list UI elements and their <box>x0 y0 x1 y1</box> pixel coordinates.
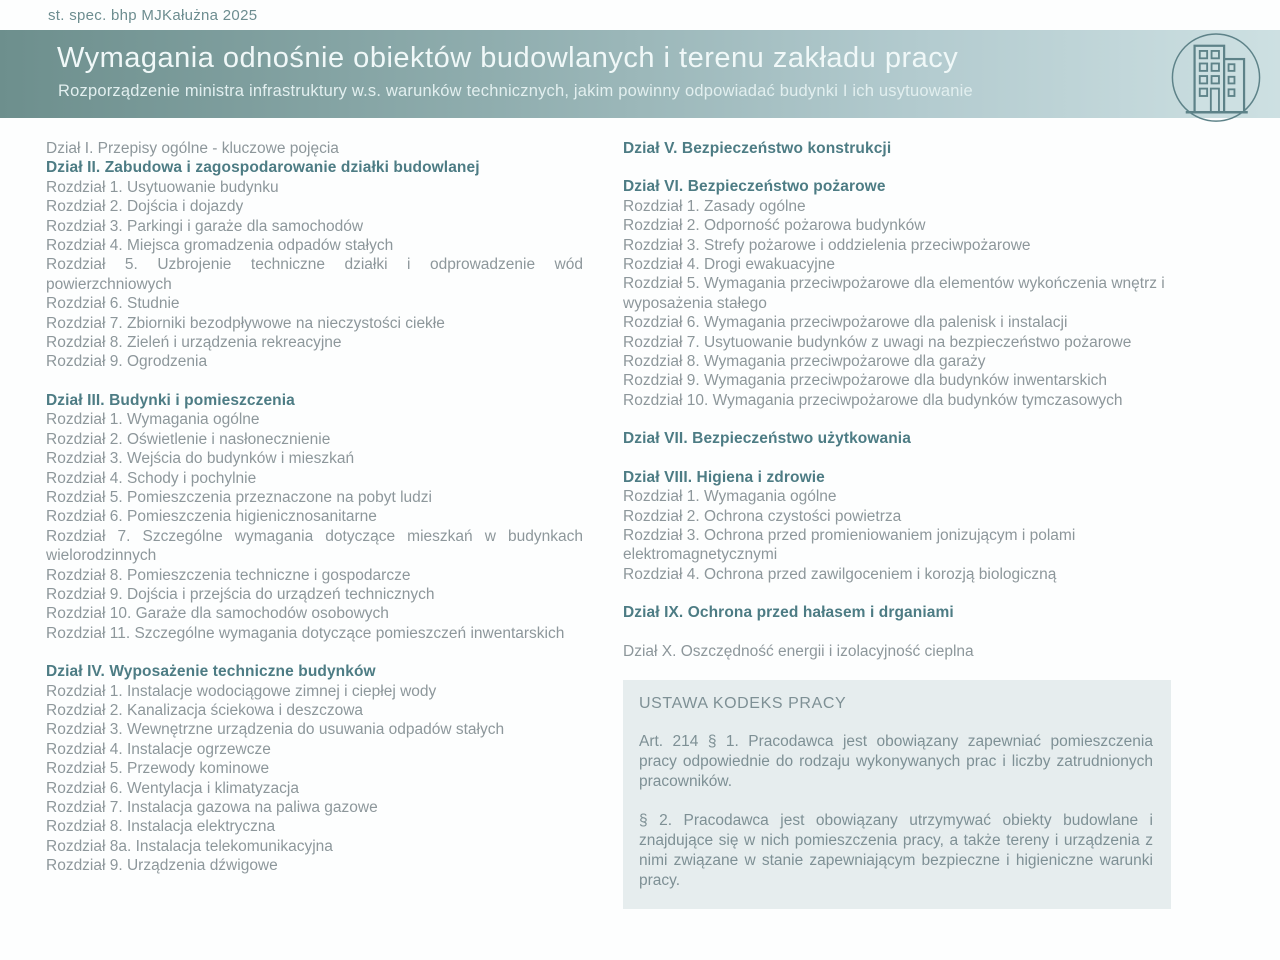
toc-line: Rozdział 4. Schody i pochylnie <box>46 469 257 487</box>
toc-section <box>623 642 1171 661</box>
toc-line: Rozdział 3. Ochrona przed promieniowaniem jonizującym i polami elektromagnetycznymi <box>623 526 1076 564</box>
toc-section <box>623 603 1171 622</box>
toc-line: Rozdział 7. Szczególne wymagania dotyczące mieszkań w budynkach wielorodzinnych <box>46 527 583 565</box>
toc-line: Rozdział 4. Ochrona przed zawilgoceniem i korozją biologiczną <box>623 565 1057 583</box>
toc-section <box>623 177 1171 410</box>
toc-section <box>623 139 1171 158</box>
toc-line: Rozdział 7. Instalacja gazowa na paliwa gazowe <box>46 799 378 816</box>
toc-section <box>623 429 1171 448</box>
section-heading: Dział II. Zabudowa i zagospodarowanie działki budowlanej <box>46 159 480 177</box>
toc-line: Rozdział 5. Wymagania przeciwpożarowe dla elementów wykończenia wnętrz i wyposażenia stałego <box>623 275 1165 312</box>
section-heading: Dział VIII. Higiena i zdrowie <box>623 468 825 486</box>
toc-line: Rozdział 9. Wymagania przeciwpożarowe dla budynków inwentarskich <box>623 372 1108 390</box>
section-heading: Dział VII. Bezpieczeństwo użytkowania <box>623 430 911 448</box>
toc-line: Rozdział 4. Miejsca gromadzenia odpadów stałych <box>46 237 394 255</box>
header-banner <box>0 30 1280 118</box>
toc-line: Dział I. Przepisy ogólne - kluczowe pojęcia <box>46 140 339 157</box>
toc-line: Rozdział 1. Zasady ogólne <box>623 197 806 215</box>
page-subtitle: Rozporządzenie ministra infrastruktury w.s. warunków technicznych, jakim powinny odpowiadać budynki I ich usytuowanie <box>58 82 973 100</box>
toc-line: Rozdział 7. Zbiorniki bezodpływowe na nieczystości ciekłe <box>46 314 445 332</box>
section-heading: Dział III. Budynki i pomieszczenia <box>46 391 295 409</box>
toc-line: Rozdział 2. Dojścia i dojazdy <box>46 198 244 216</box>
toc-line: Rozdział 2. Oświetlenie i nasłonecznienie <box>46 430 331 448</box>
section-heading: Dział IV. Wyposażenie techniczne budynków <box>46 663 376 681</box>
toc-section <box>46 391 583 643</box>
toc-left-column <box>46 139 583 895</box>
toc-line: Rozdział 6. Pomieszczenia higienicznosanitarne <box>46 508 377 526</box>
toc-line: Rozdział 3. Parkingi i garaże dla samochodów <box>46 217 364 235</box>
toc-line: Rozdział 1. Usytuowanie budynku <box>46 178 279 196</box>
buildings-icon <box>1168 31 1264 127</box>
toc-section <box>623 468 1171 584</box>
toc-line: Rozdział 9. Dojścia i przejścia do urządzeń technicznych <box>46 585 435 603</box>
toc-line: Rozdział 9. Urządzenia dźwigowe <box>46 857 278 875</box>
section-heading: Dział V. Bezpieczeństwo konstrukcji <box>623 140 892 157</box>
section-heading: Dział VI. Bezpieczeństwo pożarowe <box>623 178 886 196</box>
toc-section <box>46 139 583 372</box>
toc-line: Rozdział 8. Pomieszczenia techniczne i gospodarcze <box>46 566 411 584</box>
toc-line: Rozdział 2. Ochrona czystości powietrza <box>623 507 902 525</box>
toc-right-column <box>623 139 1171 909</box>
toc-line: Rozdział 1. Instalacje wodociągowe zimnej i ciepłej wody <box>46 682 437 700</box>
toc-line: Rozdział 9. Ogrodzenia <box>46 353 208 371</box>
toc-line: Rozdział 5. Przewody kominowe <box>46 760 270 778</box>
note-box-paragraph: Art. 214 § 1. Pracodawca jest obowiązany zapewniać pomieszczenia pracy odpowiednie do rodzaju wykonywanych prac i liczby zatrudnionych pracowników. <box>639 733 1153 791</box>
toc-line: Rozdział 4. Instalacje ogrzewcze <box>46 740 271 758</box>
toc-line: Rozdział 1. Wymagania ogólne <box>623 488 837 506</box>
toc-line: Rozdział 10. Garaże dla samochodów osobowych <box>46 605 389 623</box>
page-title: Wymagania odnośnie obiektów budowlanych i terenu zakładu pracy <box>57 42 959 74</box>
toc-line: Rozdział 3. Wewnętrzne urządzenia do usuwania odpadów stałych <box>46 721 505 739</box>
toc-line: Rozdział 2. Odporność pożarowa budynków <box>623 217 926 235</box>
toc-line: Rozdział 2. Kanalizacja ściekowa i deszczowa <box>46 701 364 719</box>
toc-line: Rozdział 1. Wymagania ogólne <box>46 411 260 429</box>
note-box <box>623 680 1171 909</box>
note-box-title: USTAWA KODEKS PRACY <box>639 694 847 712</box>
note-box-paragraph: § 2. Pracodawca jest obowiązany utrzymywać obiekty budowlane i znajdujące się w nich pomieszczenia pracy, a także tereny i urządzenia z nimi związane w stanie zapewniającym bezpieczne i higieniczne warunki pracy. <box>639 812 1153 890</box>
toc-line: Rozdział 8. Instalacja elektryczna <box>46 818 276 836</box>
toc-line: Rozdział 8. Zieleń i urządzenia rekreacyjne <box>46 334 342 352</box>
credit-text: st. spec. bhp MJKałużna 2025 <box>48 7 258 24</box>
toc-line: Rozdział 7. Usytuowanie budynków z uwagi na bezpieczeństwo pożarowe <box>623 333 1132 351</box>
toc-line: Rozdział 8. Wymagania przeciwpożarowe dla garaży <box>623 353 986 371</box>
toc-line: Rozdział 10. Wymagania przeciwpożarowe dla budynków tymczasowych <box>623 391 1123 409</box>
toc-line: Rozdział 3. Strefy pożarowe i oddzielenia przeciwpożarowe <box>623 236 1031 254</box>
toc-line: Rozdział 8a. Instalacja telekomunikacyjna <box>46 837 333 855</box>
section-heading: Dział IX. Ochrona przed hałasem i drganiami <box>623 604 954 622</box>
toc-section <box>46 662 583 875</box>
toc-line: Rozdział 5. Pomieszczenia przeznaczone na pobyt ludzi <box>46 488 432 506</box>
toc-line: Rozdział 11. Szczególne wymagania dotyczące pomieszczeń inwentarskich <box>46 624 565 642</box>
toc-line: Dział X. Oszczędność energii i izolacyjność cieplna <box>623 642 974 660</box>
toc-line: Rozdział 6. Wymagania przeciwpożarowe dla palenisk i instalacji <box>623 314 1068 332</box>
toc-line: Rozdział 4. Drogi ewakuacyjne <box>623 256 835 274</box>
toc-line: Rozdział 6. Wentylacja i klimatyzacja <box>46 779 299 797</box>
toc-line: Rozdział 6. Studnie <box>46 295 180 313</box>
toc-line: Rozdział 3. Wejścia do budynków i mieszkań <box>46 450 355 468</box>
toc-line: Rozdział 5. Uzbrojenie techniczne działki i odprowadzenie wód powierzchniowych <box>46 256 583 293</box>
